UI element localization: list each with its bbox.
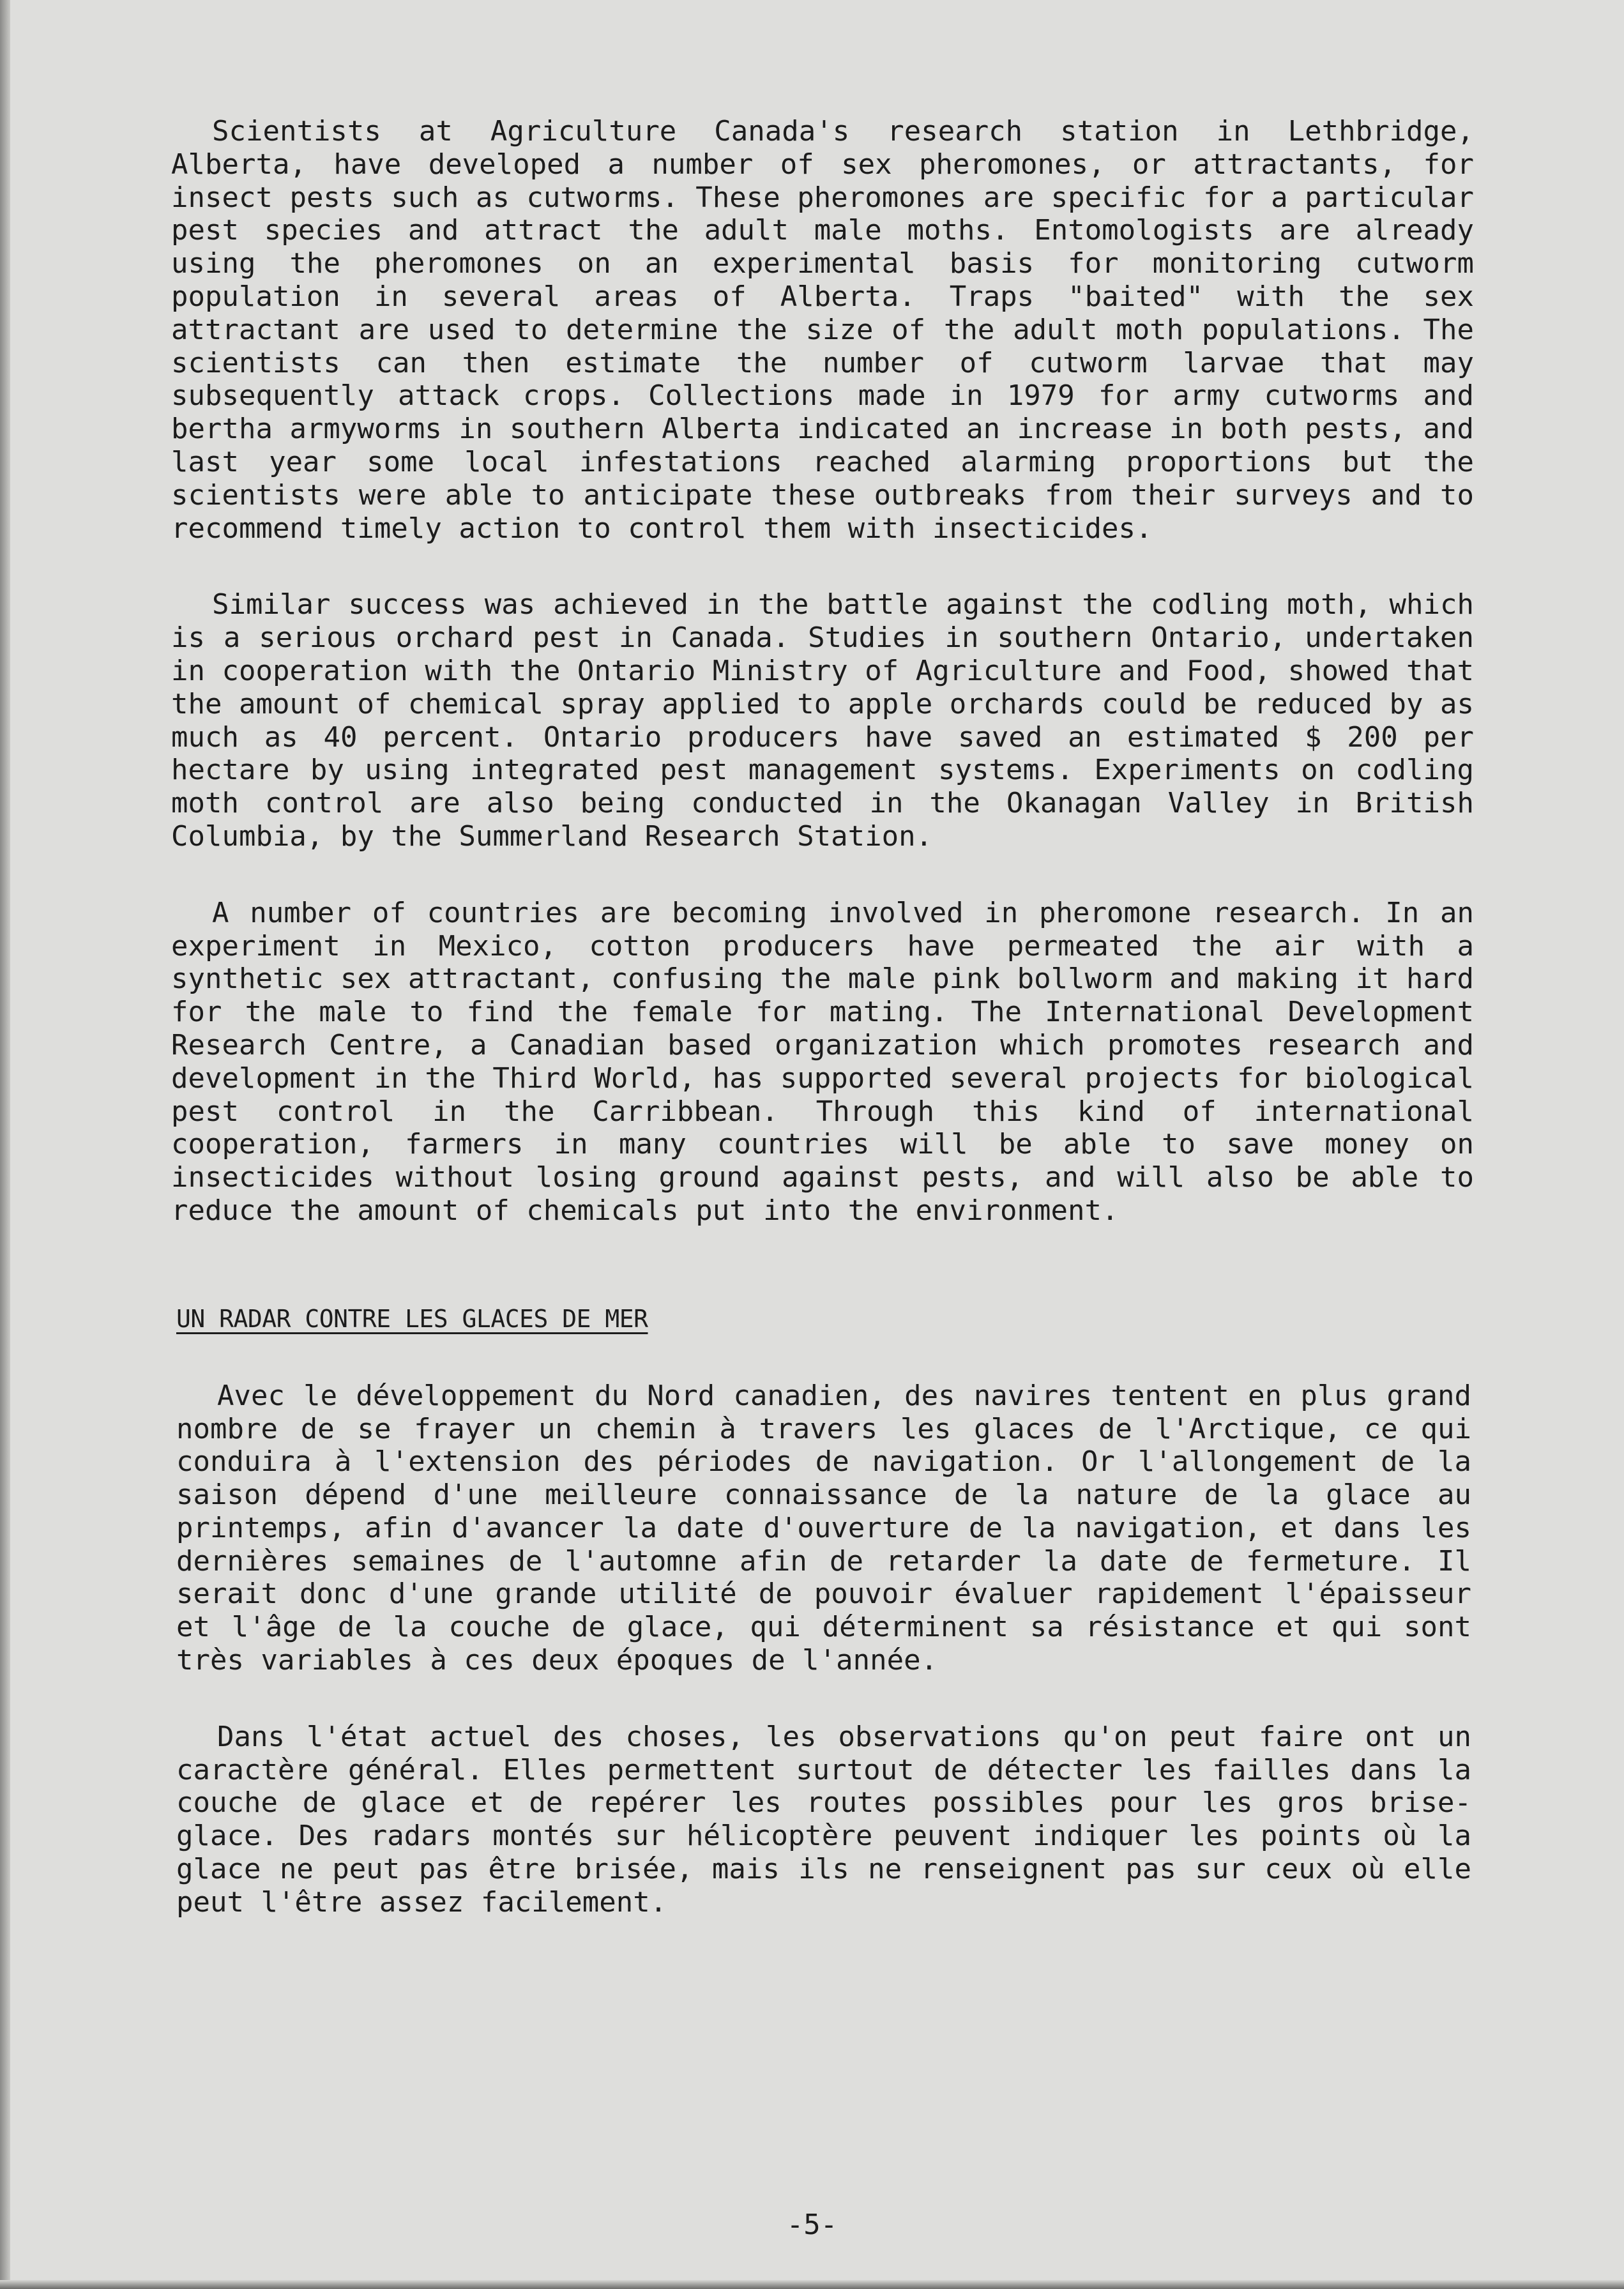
section-heading: UN RADAR CONTRE LES GLACES DE MER — [176, 1304, 648, 1333]
binding-edge — [0, 0, 10, 2289]
paragraph-pheromones: Scientists at Agriculture Canada's research station in Lethbridge, Alberta, have developed a number of sex pheromones, or attractants, for insect pests such as cutworms. These pheromones are specific for a particular pest species and attract the adult male moths. Entomologists are already using the pheromones on an experimental basis for monitoring cutworm population in several areas of Alberta. Traps "baited" with the sex attractant are used to determine the size of the adult moth populations. The scientists can then estimate the number of cutworm larvae that may subsequently attack crops. Collections made in 1979 for army cutworms and bertha armyworms in southern Alberta indicated an increase in both pests, and last year some local infestations reached alarming proportions but the scientists were able to anticipate these outbreaks from their surveys and to recommend timely action to control them with insecticides. — [171, 115, 1474, 545]
document-page — [171, 115, 1474, 1963]
bottom-edge — [0, 2280, 1624, 2289]
paragraph-navigation: Avec le développement du Nord canadien, des navires tentent en plus grand nombre de se frayer un chemin à travers les glaces de l'Arctique, ce qui conduira à l'extension des périodes de navigation. Or l'allongement de la saison dépend d'une meilleure connaissance de la nature de la glace au printemps, afin d'avancer la date d'ouverture de la navigation, et dans les dernières semaines de l'automne afin de retarder la date de fermeture. Il serait donc d'une grande utilité de pouvoir évaluer rapidement l'épaisseur et l'âge de la couche de glace, qui déterminent sa résistance et qui sont très variables à ces deux époques de l'année. — [176, 1379, 1471, 1677]
paragraph-international-research: A number of countries are becoming involved in pheromone research. In an experiment in Mexico, cotton producers have permeated the air with a synthetic sex attractant, confusing the male pink bollworm and making it hard for the male to find the female for mating. The International Development Research Centre, a Canadian based organization which promotes research and development in the Third World, has supported several projects for biological pest control in the Carribbean. Through this kind of international cooperation, farmers in many countries will be able to save money on insecticides without losing ground against pests, and will also be able to reduce the amount of chemicals put into the environment. — [171, 896, 1474, 1227]
paragraph-codling-moth: Similar success was achieved in the battle against the codling moth, which is a serious orchard pest in Canada. Studies in southern Ontario, undertaken in cooperation with the Ontario Ministry of Agriculture and Food, showed that the amount of chemical spray applied to apple orchards could be reduced by as much as 40 percent. Ontario producers have saved an estimated $ 200 per hectare by using integrated pest management systems. Experiments on codling moth control are also being conducted in the Okanagan Valley in British Columbia, by the Summerland Research Station. — [171, 588, 1474, 853]
page-number: -5- — [786, 2209, 838, 2241]
paragraph-observations: Dans l'état actuel des choses, les observations qu'on peut faire ont un caractère général. Elles permettent surtout de détecter les failles dans la couche de glace et de repérer les routes possibles pour les gros brise-glace. Des radars montés sur hélicoptère peuvent indiquer les points où la glace ne peut pas être brisée, mais ils ne renseignent pas sur ceux où elle peut l'être assez facilement. — [176, 1720, 1471, 1919]
